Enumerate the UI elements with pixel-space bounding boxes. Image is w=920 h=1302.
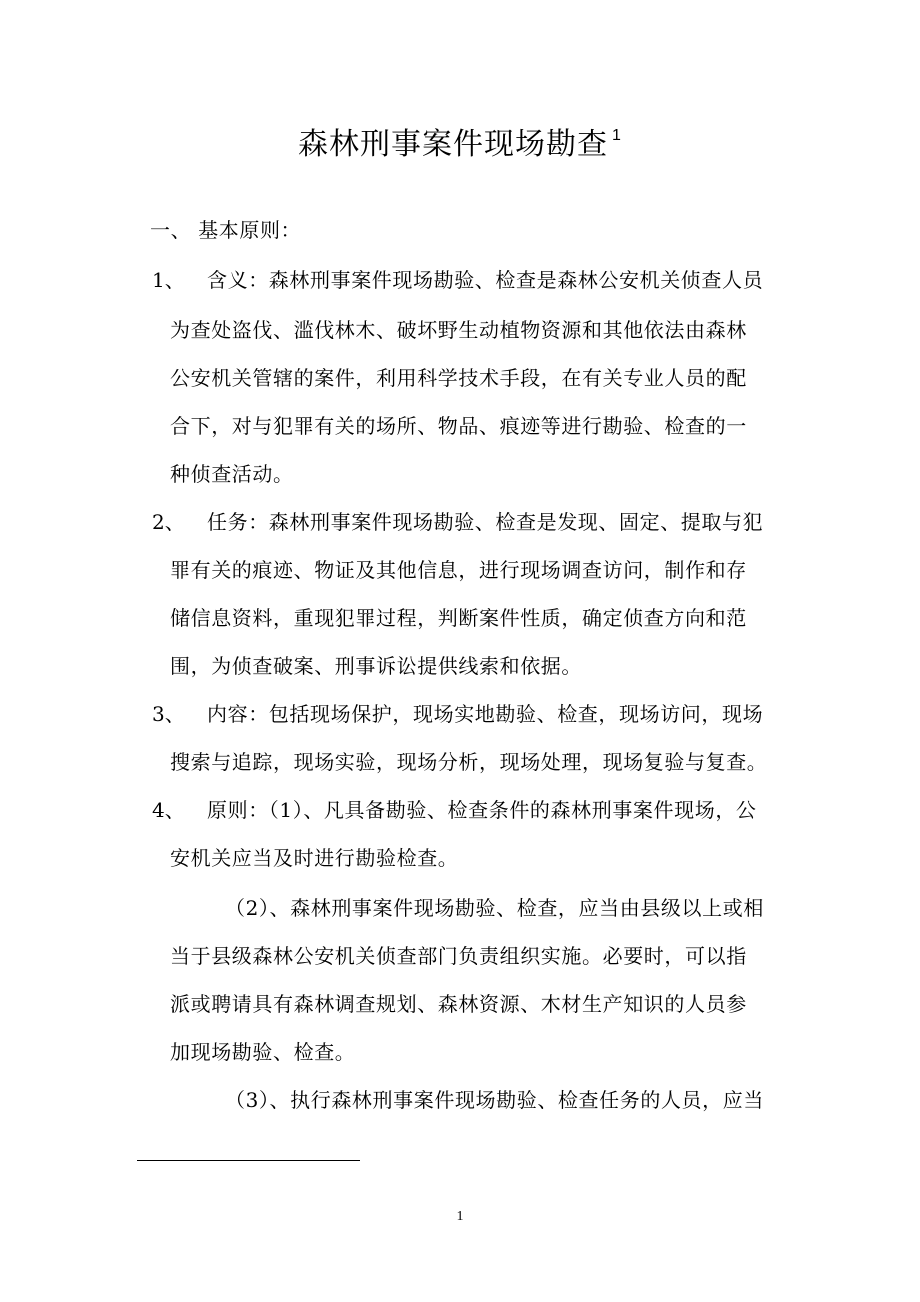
item-line: 合下，对与犯罪有关的场所、物品、痕迹等进行勘验、检查的一 — [170, 414, 747, 438]
paragraph-line: 加现场勘验、检查。 — [170, 1040, 356, 1064]
section-heading: 一、 基本原则： — [150, 218, 302, 242]
item-number: 1、 — [152, 268, 185, 292]
item-line: 罪有关的痕迹、物证及其他信息，进行现场调查访问，制作和存 — [170, 558, 747, 582]
paragraph-line: 当于县级森林公安机关侦查部门负责组织实施。必要时，可以指 — [170, 944, 747, 968]
item-line: 为查处盗伐、滥伐林木、破坏野生动植物资源和其他依法由森林 — [170, 318, 747, 342]
document-title: 森林刑事案件现场勘查 $^1$ — [298, 127, 622, 162]
paragraph-line: （2）、森林刑事案件现场勘验、检查，应当由县级以上或相 — [225, 896, 764, 920]
item-line: 原则：（1）、凡具备勘验、检查条件的森林刑事案件现场，公 — [207, 798, 757, 822]
footnote-marker: 1 — [612, 127, 622, 144]
paragraph-line: 派或聘请具有森林调查规划、森林资源、木材生产知识的人员参 — [170, 992, 747, 1016]
item-line: 搜索与追踪，现场实验，现场分析，现场处理，现场复验与复查。 — [170, 750, 768, 774]
item-line: 内容：包括现场保护，现场实地勘验、检查，现场访问，现场 — [207, 702, 764, 726]
item-line: 含义：森林刑事案件现场勘验、检查是森林公安机关侦查人员 — [207, 268, 764, 292]
item-line: 围，为侦查破案、刑事诉讼提供线索和依据。 — [170, 654, 582, 678]
item-number: 3、 — [152, 702, 185, 726]
item-line: 储信息资料，重现犯罪过程，判断案件性质，确定侦查方向和范 — [170, 606, 747, 630]
paragraph-line: （3）、执行森林刑事案件现场勘验、检查任务的人员，应当 — [225, 1088, 764, 1112]
item-number: 2、 — [152, 510, 185, 534]
item-line: 安机关应当及时进行勘验检查。 — [170, 846, 459, 870]
item-number: 4、 — [152, 798, 185, 822]
footnote-separator — [137, 1160, 360, 1161]
item-line: 公安机关管辖的案件，利用科学技术手段，在有关专业人员的配 — [170, 366, 747, 390]
page-number: 1 — [456, 1209, 464, 1224]
item-line: 种侦查活动。 — [170, 462, 294, 486]
item-line: 任务：森林刑事案件现场勘验、检查是发现、固定、提取与犯 — [207, 510, 764, 534]
